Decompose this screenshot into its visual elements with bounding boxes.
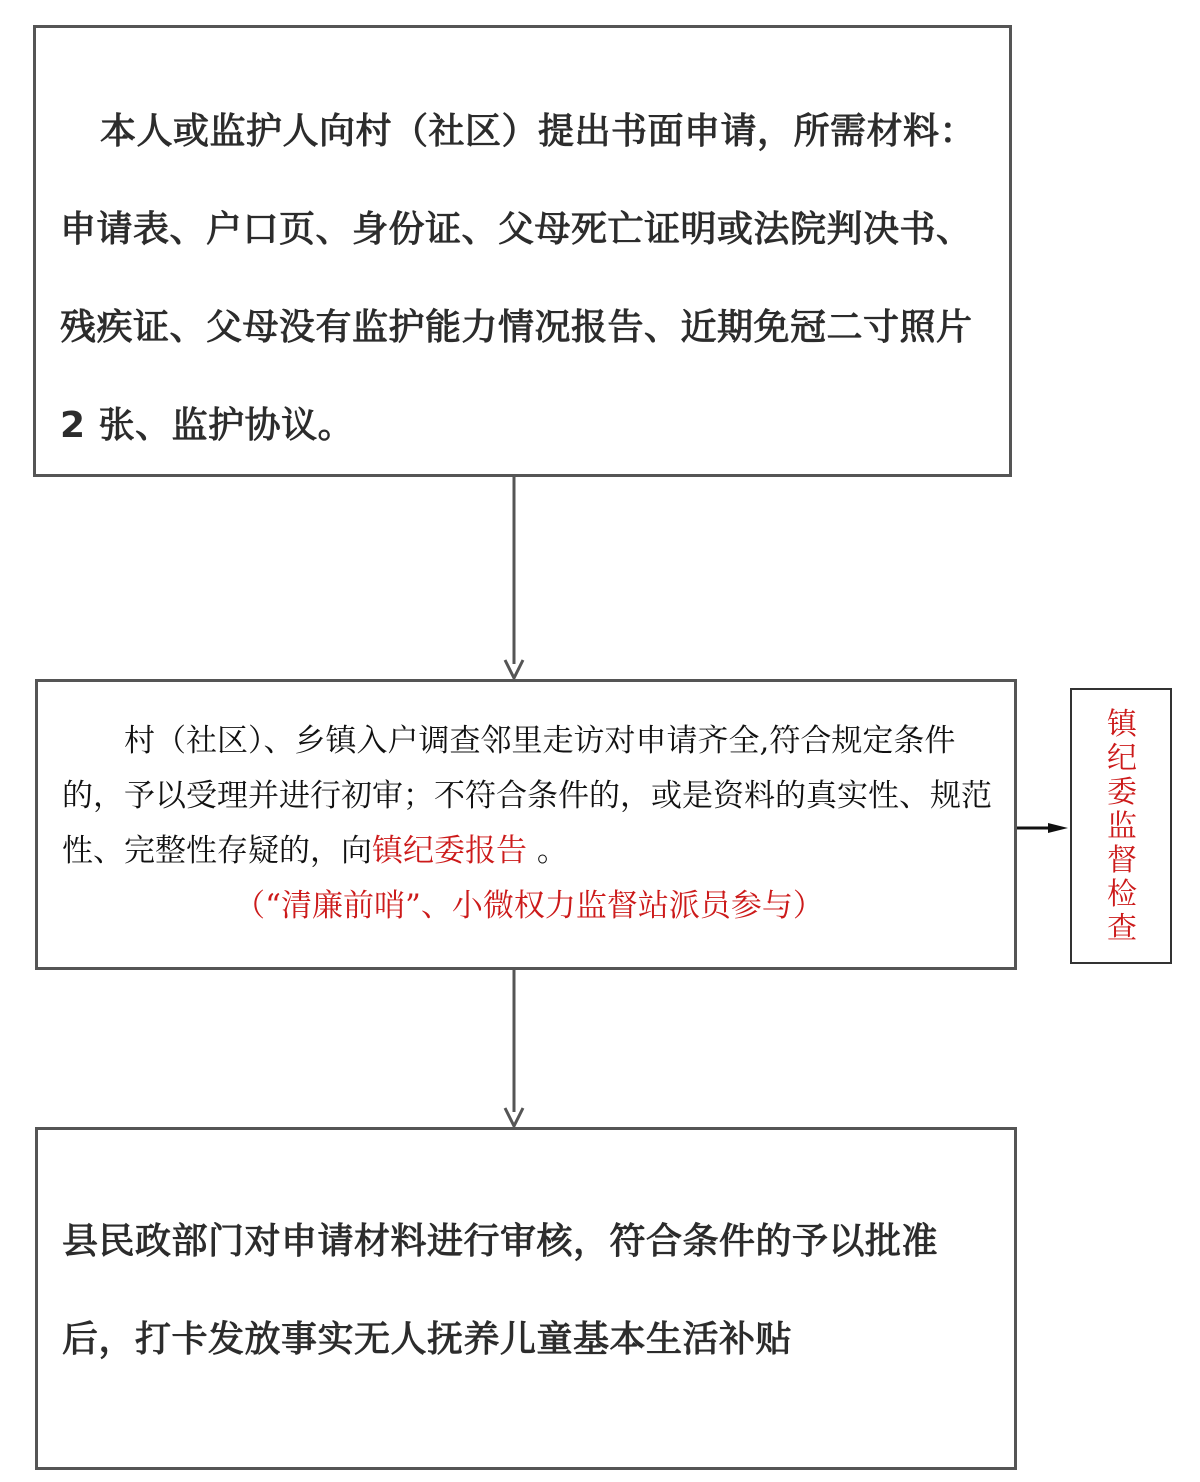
step-2-highlight: 镇纪委报告 bbox=[372, 833, 527, 869]
arrow-step2-to-step3 bbox=[505, 970, 523, 1126]
step-3-text: 县民政部门对申请材料进行审核，符合条件的予以批准后，打卡发放事实无人抚养儿童基本生活补贴 bbox=[62, 1221, 939, 1360]
arrow-step1-to-step2 bbox=[505, 477, 523, 678]
step-2-text: 村（社区）、乡镇入户调查邻里走访对申请齐全,符合规定条件的，予以受理并进行初审；不符合条件的，或是资料的真实性、规范性、完整性存疑的，向 bbox=[62, 723, 992, 869]
step-1-text: 本人或监护人向村（社区）提出书面申请，所需材料：申请表、户口页、身份证、父母死亡证明或法院判决书、残疾证、父母没有监护能力情况报告、近期免冠二寸照片 2 张、监护协议。 bbox=[60, 111, 977, 446]
step-2-note: （“清廉前哨”、小微权力监督站派员参与） bbox=[234, 888, 824, 924]
side-box-text: 镇纪委监督检查 bbox=[1107, 707, 1137, 946]
arrow-step2-to-side bbox=[1017, 823, 1068, 833]
step-2-suffix: 。 bbox=[527, 833, 568, 869]
